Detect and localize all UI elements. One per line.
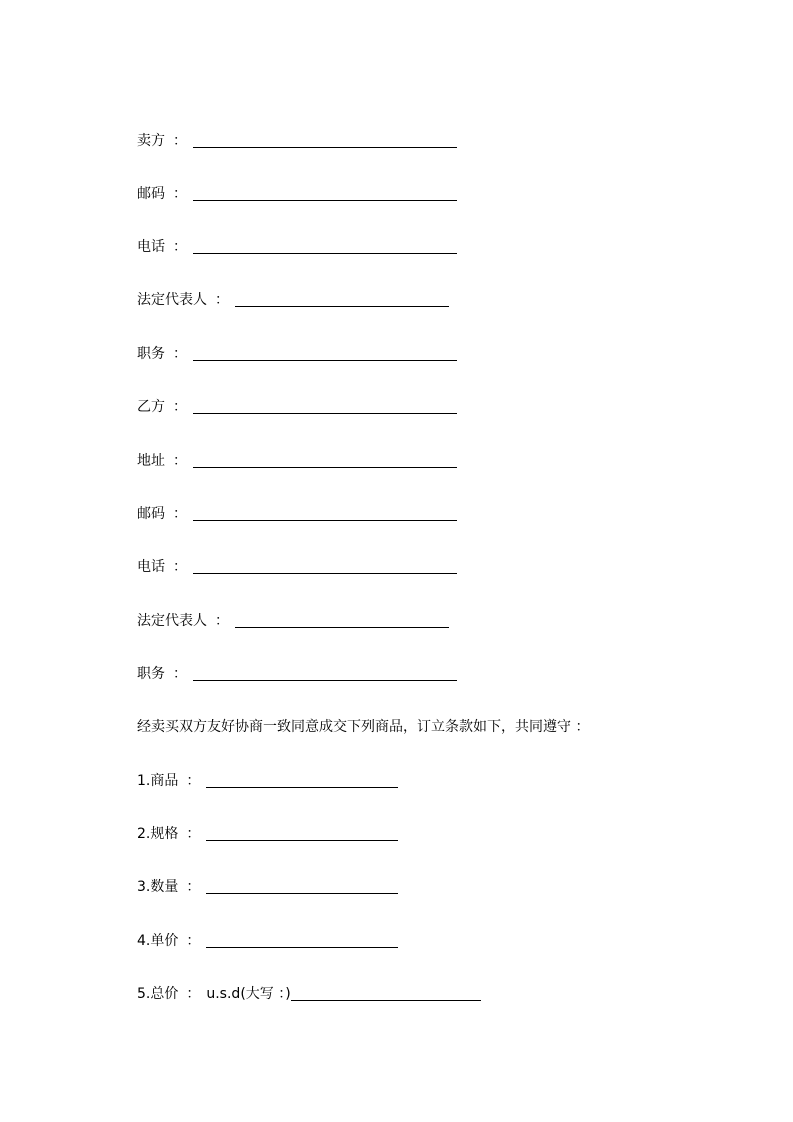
buyer-phone-row bbox=[137, 558, 457, 576]
seller-title-label: 职务 bbox=[137, 346, 165, 362]
buyer-title-row bbox=[137, 665, 457, 683]
buyer-name-blank[interactable] bbox=[193, 399, 457, 414]
quantity-label: 3.数量 bbox=[137, 879, 179, 895]
intro-paragraph: 经卖买双方友好协商一致同意成交下列商品，订立条款如下，共同遵守 ： bbox=[137, 719, 590, 735]
colon: ： bbox=[173, 559, 187, 575]
unit-price-blank[interactable] bbox=[206, 933, 398, 948]
quantity-row bbox=[137, 878, 398, 896]
seller-postcode-row bbox=[137, 185, 457, 203]
quantity-blank[interactable] bbox=[206, 879, 398, 894]
colon: ： bbox=[186, 773, 201, 789]
seller-rep-row bbox=[137, 291, 449, 309]
seller-postcode-blank[interactable] bbox=[193, 186, 457, 201]
seller-title-row bbox=[137, 345, 457, 363]
colon: ： bbox=[173, 186, 187, 202]
seller-phone-row bbox=[137, 238, 457, 256]
colon: ： bbox=[173, 346, 187, 362]
seller-name-row bbox=[137, 132, 457, 150]
unit-price-row bbox=[137, 932, 398, 950]
colon: ： bbox=[173, 133, 187, 149]
buyer-rep-label: 法定代表人 bbox=[137, 613, 207, 629]
buyer-postcode-blank[interactable] bbox=[193, 506, 457, 521]
seller-rep-label: 法定代表人 bbox=[137, 292, 207, 308]
spec-blank[interactable] bbox=[206, 826, 398, 841]
seller-rep-blank[interactable] bbox=[235, 292, 449, 307]
buyer-phone-blank[interactable] bbox=[193, 559, 457, 574]
colon: ： bbox=[186, 933, 201, 949]
colon: ： bbox=[173, 399, 187, 415]
buyer-address-label: 地址 bbox=[137, 453, 165, 469]
colon: ： bbox=[173, 666, 187, 682]
seller-phone-label: 电话 bbox=[137, 239, 165, 255]
buyer-address-row bbox=[137, 452, 457, 470]
colon: ： bbox=[215, 292, 229, 308]
goods-label: 1.商品 bbox=[137, 773, 179, 789]
seller-name-blank[interactable] bbox=[193, 133, 457, 148]
seller-title-blank[interactable] bbox=[193, 346, 457, 361]
goods-blank[interactable] bbox=[206, 773, 398, 788]
seller-name-label: 卖方 bbox=[137, 133, 165, 149]
buyer-postcode-label: 邮码 bbox=[137, 506, 165, 522]
colon: ： bbox=[186, 879, 201, 895]
total-label: 5.总价 bbox=[137, 986, 179, 1002]
colon: ： bbox=[173, 239, 187, 255]
goods-row bbox=[137, 772, 398, 790]
buyer-title-label: 职务 bbox=[137, 666, 165, 682]
colon: ： bbox=[186, 826, 201, 842]
buyer-rep-row bbox=[137, 612, 449, 630]
total-blank[interactable] bbox=[291, 986, 481, 1001]
buyer-postcode-row bbox=[137, 505, 457, 523]
total-row bbox=[137, 985, 481, 1003]
colon: ： bbox=[173, 506, 187, 522]
buyer-title-blank[interactable] bbox=[193, 666, 457, 681]
colon: ： bbox=[186, 986, 201, 1002]
buyer-rep-blank[interactable] bbox=[235, 613, 449, 628]
spec-label: 2.规格 bbox=[137, 826, 179, 842]
buyer-address-blank[interactable] bbox=[193, 453, 457, 468]
buyer-name-row bbox=[137, 398, 457, 416]
colon: ： bbox=[173, 453, 187, 469]
seller-postcode-label: 邮码 bbox=[137, 186, 165, 202]
buyer-name-label: 乙方 bbox=[137, 399, 165, 415]
buyer-phone-label: 电话 bbox=[137, 559, 165, 575]
colon: ： bbox=[215, 613, 229, 629]
total-currency-text: u.s.d(大写 ：) bbox=[206, 986, 291, 1002]
seller-phone-blank[interactable] bbox=[193, 239, 457, 254]
spec-row bbox=[137, 825, 398, 843]
unit-price-label: 4.单价 bbox=[137, 933, 179, 949]
